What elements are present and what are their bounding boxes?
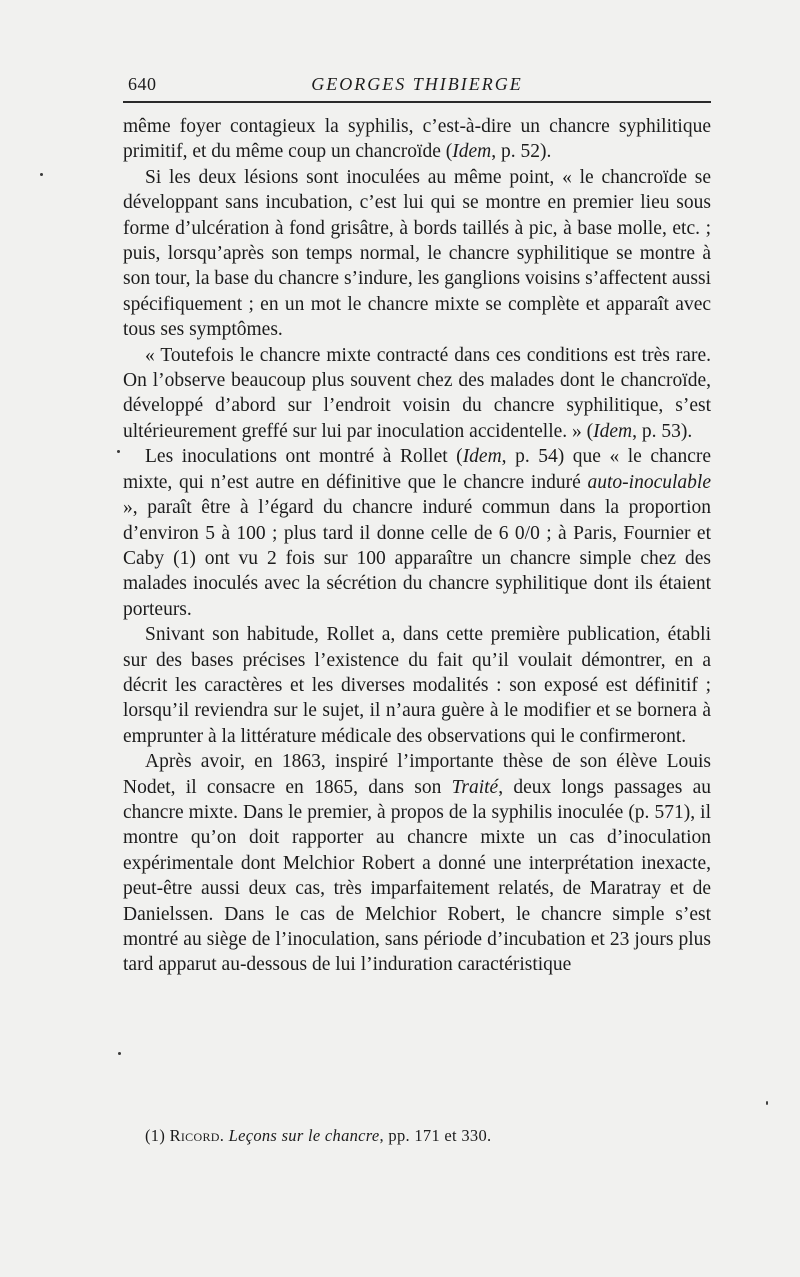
text-run: , p. 54) que « le chancre mixte, qui n’est autre en définitive que le chancre induré bbox=[123, 446, 711, 493]
scan-speck bbox=[40, 173, 43, 176]
page-header bbox=[123, 74, 711, 102]
italic-text: Idem bbox=[452, 141, 492, 163]
paragraph bbox=[123, 749, 711, 978]
text-run: Les inoculations ont montré à Rollet ( bbox=[145, 446, 463, 468]
scan-speck bbox=[766, 1101, 768, 1105]
text-run: « Toutefois le chancre mixte contracté dans ces conditions est très rare. On l’observe beaucoup plus souvent chez des malades dont le chancroïde, développé d’abord sur l’endroit voisin du chancre syphilitique, s’est ultérieurement greffé sur lui par inoculation accidentelle. » ( bbox=[123, 344, 711, 442]
paragraph bbox=[123, 622, 711, 749]
scan-speck bbox=[118, 1052, 121, 1055]
italic-text: Idem bbox=[593, 420, 633, 442]
text-run: Snivant son habitude, Rollet a, dans cette première publication, établi sur des bases précises l’existence du fait qu’il voulait démontrer, en a décrit les caractères et les diverses modalités : son exposé est définitif ; lorsqu’il reviendra sur le sujet, il n’aura guère à le modifier et se bornera à emprunter à la littérature médicale des observations qui le confirmeront. bbox=[123, 624, 711, 747]
italic-text: Idem bbox=[462, 446, 502, 468]
footnote-title: Leçons sur le chancre bbox=[228, 1126, 380, 1145]
footnote-author: Ricord bbox=[169, 1126, 220, 1145]
footnote-marker: (1) bbox=[145, 1126, 170, 1145]
page-number: 640 bbox=[128, 74, 157, 94]
running-title: GEORGES THIBIERGE bbox=[311, 74, 523, 94]
body-text bbox=[123, 114, 711, 978]
footnote bbox=[145, 1125, 705, 1147]
text-run: », paraît être à l’égard du chancre induré commun dans la proportion d’environ 5 à 100 ; plus tard il donne celle de 6 0/0 ; à Paris, Fournier et Caby (1) ont vu 2 fois sur 100 apparaître un chancre simple chez des malades inoculés avec la sécrétion du chancre syphilitique dont ils étaient porteurs. bbox=[123, 497, 711, 620]
paragraph bbox=[123, 114, 711, 165]
text-run: , deux longs passages au chancre mixte. Dans le premier, à propos de la syphilis inoculée (p. 571), il montre qu’on doit rapporter au chancre mixte un cas d’inoculation expérimentale dont Melchior Robert a donné une interprétation inexacte, peut-être aussi deux cas, très imparfaitement relatés, de Maratray et de Danielssen. Dans le cas de Melchior Robert, le chancre simple s’est montré au siège de l’inoculation, sans période d’incubation et 23 jours plus tard apparut au-dessous de lui l’induration caractéristique bbox=[123, 776, 711, 976]
text-run: , p. 53). bbox=[632, 420, 693, 442]
italic-text: auto-inoculable bbox=[587, 471, 711, 493]
italic-text: Traité bbox=[451, 776, 499, 798]
text-run: même foyer contagieux la syphilis, c’est-à-dire un chancre syphilitique primitif, et du même coup un chancroïde ( bbox=[123, 116, 711, 163]
paragraph bbox=[123, 444, 711, 622]
scan-speck bbox=[117, 450, 120, 453]
footnote-pages: , pp. 171 et 330. bbox=[379, 1126, 492, 1145]
text-run: , p. 52). bbox=[491, 141, 552, 163]
paragraph bbox=[123, 165, 711, 343]
text-run: Après avoir, en 1863, inspiré l’importante thèse de son élève Louis Nodet, il consacre en 1865, dans son bbox=[123, 751, 711, 798]
header-rule bbox=[123, 101, 711, 103]
footnote-separator: . bbox=[219, 1126, 229, 1145]
text-run: Si les deux lésions sont inoculées au même point, « le chancroïde se développant sans incubation, c’est lui qui se montre en premier lieu sous forme d’ulcération à fond grisâtre, à bords taillés à pic, à base molle, etc. ; puis, lorsqu’après son temps normal, le chancre syphilitique se montre à son tour, la base du chancre s’indure, les ganglions voisins s’affectent aussi spécifiquement ; en un mot le chancre mixte se complète et apparaît avec tous ses symptômes. bbox=[123, 166, 711, 341]
paragraph bbox=[123, 343, 711, 445]
